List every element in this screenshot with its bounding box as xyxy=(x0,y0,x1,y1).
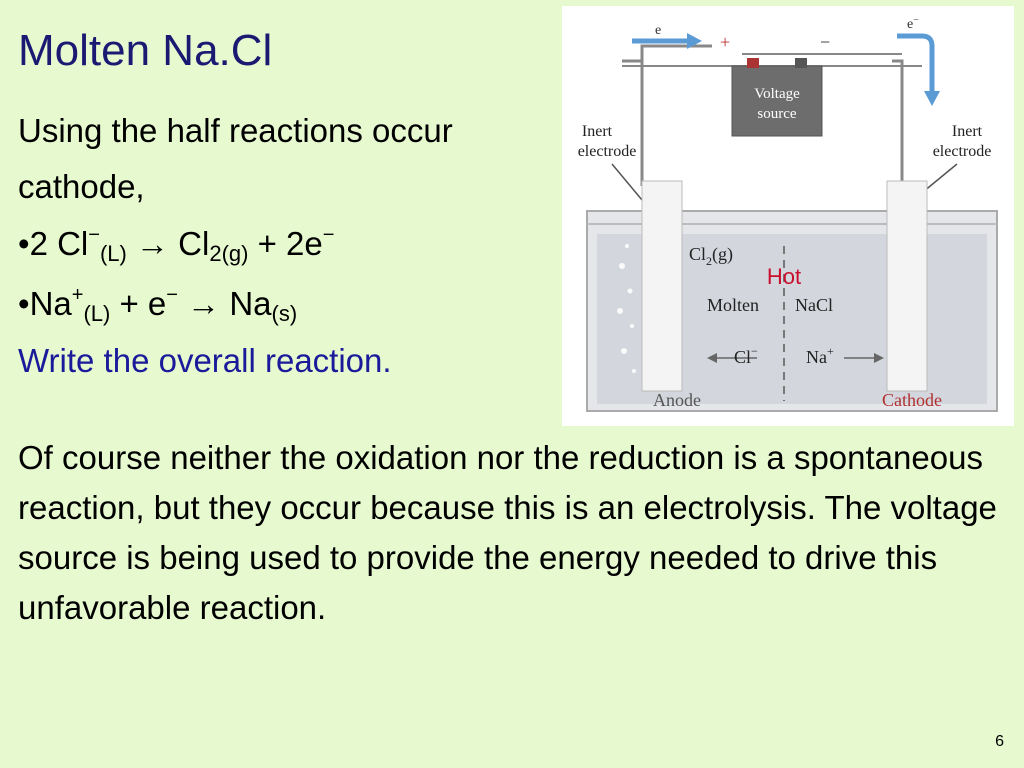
voltage-source-label-1: Voltage xyxy=(754,86,800,102)
svg-text:e− xyxy=(907,15,919,32)
inert-electrode-right-label-2: electrode xyxy=(932,143,992,160)
slide-title: Molten Na.Cl xyxy=(18,26,273,75)
inert-electrode-left-label-1: Inert xyxy=(581,123,613,140)
svg-text:Na+: Na+ xyxy=(806,344,834,367)
sodium-ion-label: Na xyxy=(806,347,827,367)
inert-electrode-right-label-1: Inert xyxy=(951,123,983,140)
anode-label: Anode xyxy=(653,390,701,410)
nacl-label: NaCl xyxy=(795,295,833,315)
cathode-electrode xyxy=(887,181,927,391)
explanation-paragraph: Of course neither the oxidation nor the reduction is a spontaneous reaction, but they occur because this is an electrolysis. The voltage source is being used to provide the energy needed to drive this unfavorable reaction. xyxy=(18,439,997,626)
cathode-label: Cathode xyxy=(882,390,942,410)
chlorine-gas-label: Cl xyxy=(689,244,707,264)
svg-text:Cl−: Cl− xyxy=(734,344,758,367)
electron-charge-right: − xyxy=(913,15,919,26)
hot-label: Hot xyxy=(766,264,802,289)
page-number: 6 xyxy=(995,733,1004,750)
molten-label: Molten xyxy=(707,295,759,315)
voltage-source-battery xyxy=(732,58,822,136)
half-reaction-sodium: $•Na^+_{(L)} + e^- \to Na_{(s)}$ xyxy=(18,284,298,326)
overall-reaction-prompt: Write the overall reaction. xyxy=(18,342,392,379)
inert-electrode-left-label-2: electrode xyxy=(577,143,637,160)
svg-text:Cl2(g): $Cl_2(g)$ xyxy=(689,244,734,268)
electron-label-right: e xyxy=(907,17,914,32)
intro-line-1: Using the half reactions occur xyxy=(18,112,453,149)
electron-label-left: e xyxy=(655,23,662,38)
negative-terminal-label: − xyxy=(820,32,831,52)
electrolysis-cell-diagram xyxy=(562,6,1014,426)
half-reaction-chlorine: •2 $Cl^-_{(L)} \to Cl_{2(g)} + 2e^-$ xyxy=(18,224,335,266)
chloride-ion-label: Cl xyxy=(734,347,752,367)
positive-terminal-label: + xyxy=(720,32,731,52)
voltage-source-label-2: source xyxy=(757,106,797,122)
svg-text:e xyxy=(655,23,661,38)
intro-line-2: cathode, xyxy=(18,168,145,205)
anode-electrode xyxy=(642,181,682,391)
